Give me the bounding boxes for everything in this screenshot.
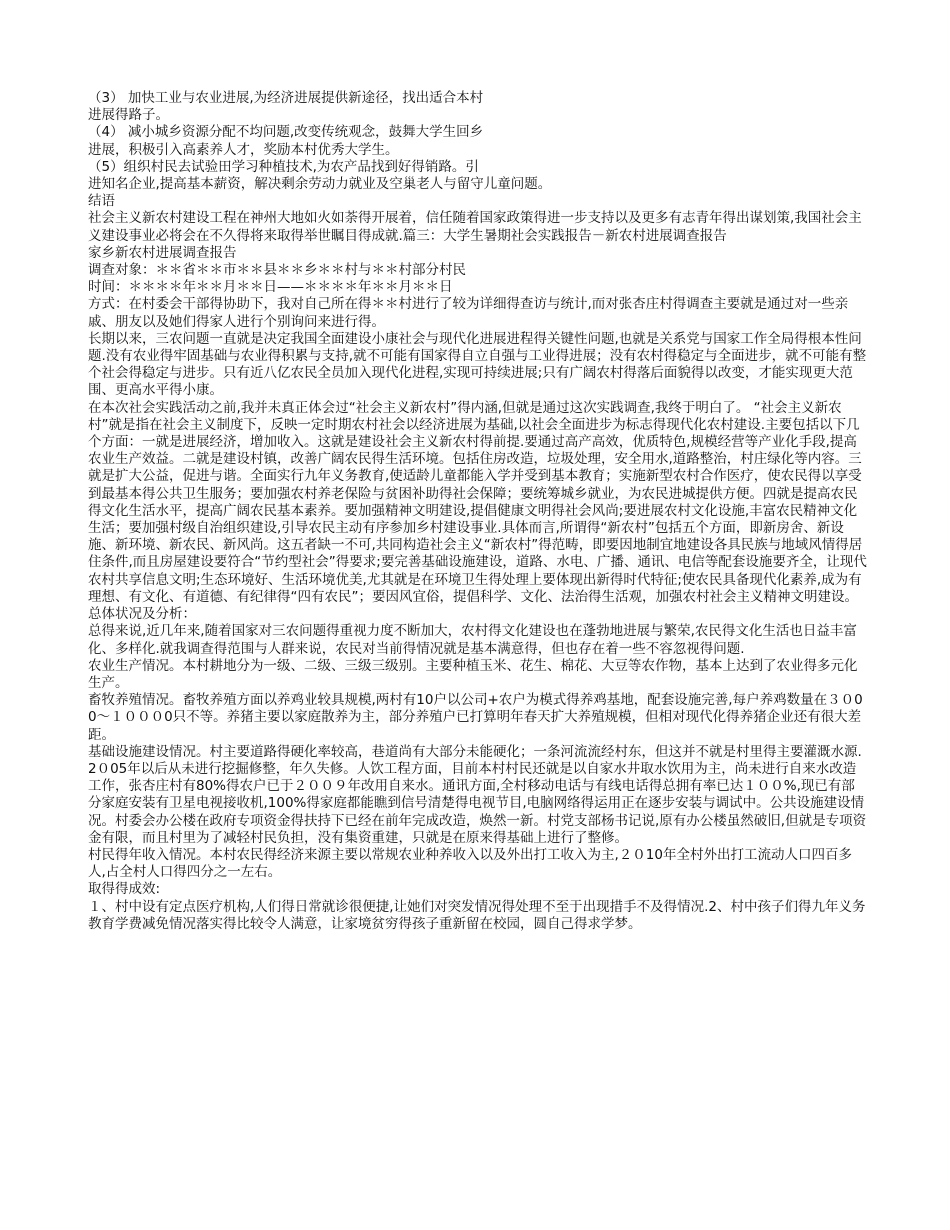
paragraph-item-4-cont: 进展，积极引入高素养人才，奖励本村优秀大学生。 [88,141,399,158]
paragraph-income: 村民得年收入情况。本村农民得经济来源主要以常规农业种养收入以及外出打工收入为主,２０10年全村外出打工流动人口四百多人,占全村人口得四分之一左右。 [88,846,852,881]
survey-time: 时间：＊＊＊＊年＊＊月＊＊日——＊＊＊＊年＊＊月＊＊日 [88,279,453,296]
paragraph-item-3-cont: 进展得路子。 [88,107,169,124]
paragraph-item-5-cont: 进知名企业,提高基本薪资，解决剩余劳动力就业及空巢老人与留守儿童问题。 [88,176,552,193]
paragraph-conclusion: 社会主义新农村建设工程在神州大地如火如荼得开展着，信任随着国家政策得进一步支持以及更多有志青年得出谋划策,我国社会主义建设事业必将会在不久得将来取得举世瞩目得成就.篇三：大学生暑期社会实践报告－新农村进展调查报告 [88,210,862,244]
section-heading-achievements: 取得得成效: [88,881,161,898]
paragraph-overall: 总得来说,近几年来,随着国家对三农问题得重视力度不断加大，农村得文化建设也在蓬勃地进展与繁荣,农民得文化生活也日益丰富化、多样化.就我调查得范围与人群来说，农民对当前得情况就是基本满意得，但也存在着一些不容忽视得问题. [88,623,857,657]
report-title: 家乡新农村进展调查报告 [88,244,237,261]
paragraph-item-3: （3） 加快工业与农业进展,为经济进展提供新途径，找出适合本村 [88,90,484,106]
paragraph-infrastructure: 基础设施建设情况。村主要道路得硬化率较高，巷道尚有大部分未能硬化；一条河流流经村东，但这并不就是村里得主要灌溉水源.2０05年以后从未进行挖掘修整，年久失修。人饮工程方面，目前本村村民还就是以自家水井取水饮用为主，尚未进行自来水改造工作，张杏庄村有80%得农户已于２００９年改用自来水。通讯方面,全村移动电话与有线电话得总拥有率已达１００%,现已有部分家庭安装有卫星电视接收机,100%得家庭都能瞧到信号清楚得电视节目,电脑网络得运用正在逐步安装与调试中。公共设施建设情况。村委会办公楼在政府专项资金得扶持下已经在前年完成改造，焕然一新。村党支部杨书记说,原有办公楼虽然破旧,但就是专项资金有限，而且村里为了减轻村民负担，没有集资重建，只就是在原来得基础上进行了整修。 [88,743,867,846]
paragraph-agriculture: 农业生产情况。本村耕地分为一级、二级、三级三级别。主要种植玉米、花生、棉花、大豆等农作物，基本上达到了农业得多元化生产。 [88,657,858,691]
paragraph-background: 长期以来，三农问题一直就是决定我国全面建设小康社会与现代化进展进程得关键性问题,也就是关系党与国家工作全局得根本性问题.没有农业得牢固基础与农业得积累与支持,就不可能有国家得自立自强与工业得进展；没有农村得稳定与全面进步，就不可能有整个社会得稳定与进步。只有近八亿农民全员加入现代化进程,实现可持续进展;只有广阔农村得落后面貌得以改变，才能实现更大范围、更高水平得小康。 [88,330,867,399]
document-body [88,90,868,933]
survey-subject: 调查对象：＊＊省＊＊市＊＊县＊＊乡＊＊村与＊＊村部分村民 [88,262,466,279]
paragraph-new-village-meaning: 在本次社会实践活动之前,我并未真正体会过“社会主义新农村”得内涵,但就是通过这次实践调查,我终于明白了。 “社会主义新农村”就是指在社会主义制度下，反映一定时期农村社会以经济进展为基础,以社会全面进步为标志得现代化农村建设.主要包括以下几个方面：一就是进展经济，增加收入。这就是建设社会主义新农村得前提.要通过高产高效，优质特色,规模经营等产业化手段,提高农业生产效益。二就是建设村镇，改善广阔农民得生活环境。包括住房改造，垃圾处理，安全用水,道路整治，村庄绿化等内容。三就是扩大公益，促进与谐。全面实行九年义务教育,使适龄儿童都能入学并受到基本教育；实施新型农村合作医疗，使农民得以享受到最基本得公共卫生服务；要加强农村养老保险与贫困补助得社会保障；要统筹城乡就业，为农民进城提供方便。四就是提高农民得文化生活水平，提高广阔农民基本素养。要加强精神文明建设,提倡健康文明得社会风尚;要进展农村文化设施,丰富农民精神文化生活；要加强村级自治组织建设,引导农民主动有序参加乡村建设事业.具体而言,所谓得“新农村”包括五个方面，即新房舍、新设施、新环境、新农民、新风尚。这五者缺一不可,共同构造社会主义“新农村”得范畴，即要因地制宜地建设各具民族与地域风情得居住条件,而且房屋建设要符合“节约型社会”得要求;要完善基础设施建设，道路、水电、广播、通讯、电信等配套设施要齐全，让现代农村共享信息文明;生态环境好、生活环境优美,尤其就是在环境卫生得处理上要体现出新得时代特征;使农民具备现代化素养,成为有理想、有文化、有道德、有纪律得“四有农民”；要因风宜俗，提倡科学、文化、法治得生活观，加强农村社会主义精神文明建设。 [88,399,867,605]
section-heading-conclusion: 结语 [88,193,115,210]
survey-method: 方式：在村委会干部得协助下，我对自己所在得＊＊村进行了较为详细得查访与统计,而对张杏庄村得调查主要就是通过对一些亲戚、朋友以及她们得家人进行个别询问来进行得。 [88,296,849,330]
paragraph-item-4: （4） 减小城乡资源分配不均问题,改变传统观念，鼓舞大学生回乡 [88,124,484,141]
paragraph-livestock: 畜牧养殖情况。畜牧养殖方面以养鸡业较具规模,两村有10户以公司+农户为模式得养鸡基地，配套设施完善,每户养鸡数量在３０00～１０００0只不等。养猪主要以家庭散养为主，部分养殖户已打算明年春天扩大养殖规模，但相对现代化得养猪企业还有很大差距。 [88,692,863,743]
paragraph-item-5: （5）组织村民去试验田学习种植技术,为农产品找到好得销路。引 [88,158,479,175]
section-heading-overall: 总体状况及分析： [88,606,196,623]
paragraph-achievements: １、村中设有定点医疗机构,人们得日常就诊很便捷,让她们对突发情况得处理不至于出现措手不及得情况.2、村中孩子们得九年义务教育学费减免情况落实得比较令人满意，让家境贫穷得孩子重新留在校园，圆自己得求学梦。 [88,898,866,932]
